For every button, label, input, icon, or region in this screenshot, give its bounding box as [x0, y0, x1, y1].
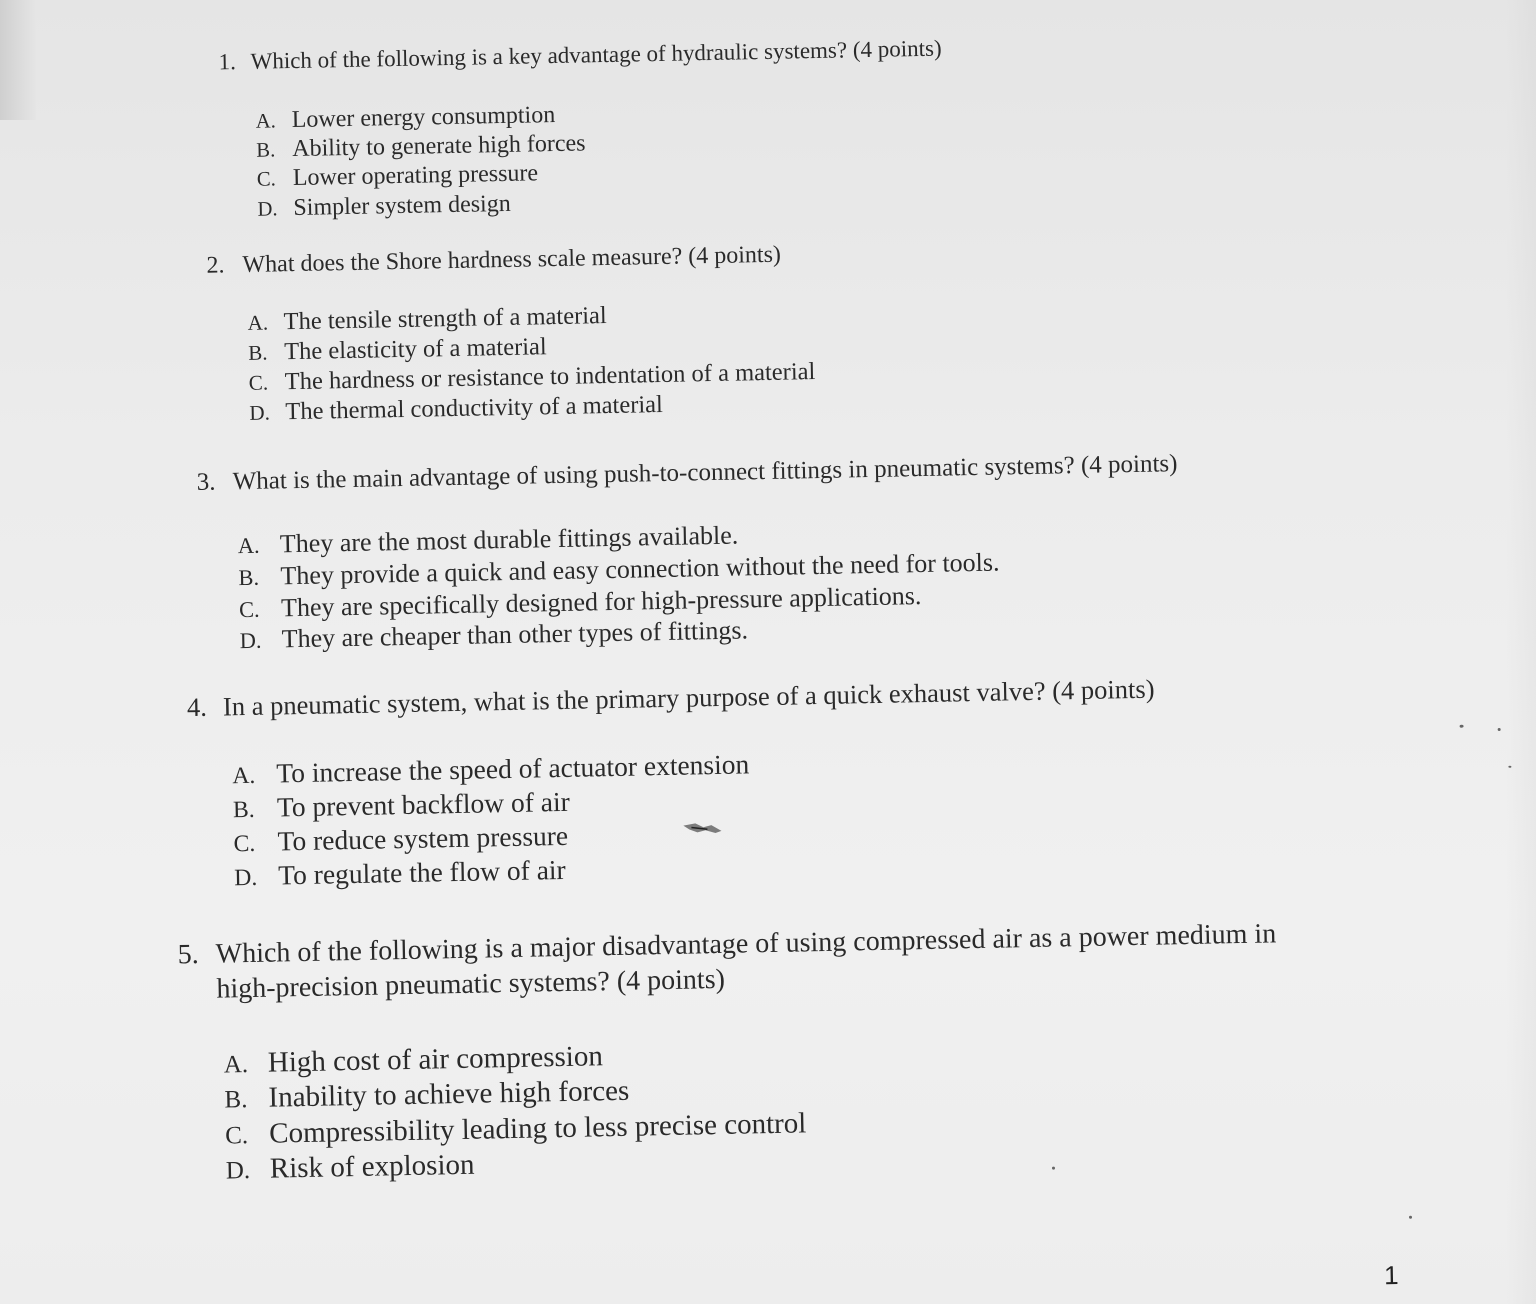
- question-5-text-line1: Which of the following is a major disadvantage of using compressed air as a power medium in: [215, 918, 1277, 970]
- paper-speck: [1460, 725, 1464, 728]
- question-5-text-line2: high-precision pneumatic systems? (4 points): [216, 963, 726, 1005]
- question-4-stem: [187, 673, 1155, 725]
- option-letter: C.: [238, 596, 260, 622]
- option-letter: D.: [234, 864, 258, 891]
- option-text: Simpler system design: [293, 190, 511, 221]
- option-text: Lower operating pressure: [292, 160, 539, 192]
- option-text: To reduce system pressure: [277, 819, 569, 857]
- paper-speck: [1409, 1216, 1412, 1219]
- question-2-number: 2.: [206, 252, 225, 279]
- option-letter: A.: [247, 310, 269, 335]
- question-4-number: 4.: [186, 691, 208, 723]
- question-1-number: 1.: [218, 49, 237, 75]
- option-letter: C.: [248, 370, 269, 395]
- paper-speck: [1498, 728, 1501, 731]
- ink-smudge-icon: [681, 817, 727, 840]
- option-letter: B.: [224, 1086, 248, 1114]
- option-text: To regulate the flow of air: [277, 853, 566, 891]
- option-text: High cost of air compression: [267, 1040, 604, 1079]
- question-4-options: [232, 740, 1158, 893]
- question-3-text: What is the main advantage of using push-to-connect fittings in pneumatic systems? (4 points): [232, 450, 1178, 496]
- paper-speck: [1052, 1167, 1055, 1170]
- option-letter: A.: [255, 110, 277, 133]
- option-letter: A.: [223, 1051, 249, 1079]
- option-letter: D.: [249, 400, 271, 425]
- option-text: Ability to generate high forces: [292, 130, 586, 163]
- option-text: Risk of explosion: [269, 1148, 475, 1185]
- option-letter: D.: [239, 628, 262, 654]
- option-letter: C.: [224, 1121, 249, 1150]
- option-text: The thermal conductivity of a material: [285, 390, 664, 425]
- question-3-stem: [196, 448, 1177, 498]
- question-1-text: Which of the following is a key advantage of hydraulic systems? (4 points): [250, 35, 942, 74]
- option-text: The tensile strength of a material: [283, 302, 607, 336]
- question-1: [218, 35, 944, 225]
- option-letter: D.: [257, 197, 278, 221]
- question-2-text: What does the Shore hardness scale measure? (4 points): [242, 241, 782, 279]
- option-text: Lower energy consumption: [291, 101, 556, 133]
- question-2-options: [247, 297, 816, 427]
- option-letter: D.: [225, 1157, 251, 1185]
- question-4: [187, 673, 1158, 894]
- question-1-stem: [218, 35, 942, 78]
- paper-speck: [1508, 766, 1511, 768]
- option-letter: B.: [256, 139, 276, 162]
- question-5-options: [224, 1026, 1281, 1188]
- option-text: They are cheaper than other types of fittings.: [281, 615, 749, 654]
- option-text: Compressibility leading to less precise control: [268, 1107, 807, 1150]
- question-5: [177, 916, 1280, 1189]
- question-3-options: [238, 511, 1181, 656]
- question-3-number: 3.: [196, 468, 216, 496]
- option-letter: C.: [256, 168, 277, 192]
- page-number: 1: [1383, 1260, 1399, 1291]
- option-text: Inability to achieve high forces: [268, 1075, 630, 1115]
- option-letter: C.: [233, 830, 256, 858]
- option-text: The elasticity of a material: [283, 333, 547, 366]
- option-text: To prevent backflow of air: [276, 785, 570, 823]
- question-4-text: In a pneumatic system, what is the primary purpose of a quick exhaust valve? (4 points): [222, 673, 1155, 722]
- question-1-options: [255, 93, 944, 223]
- option-text: To increase the speed of actuator extension: [275, 748, 750, 789]
- option-text: They provide a quick and easy connection without the need for tools.: [280, 547, 1000, 591]
- question-2-stem: [206, 239, 813, 281]
- option-text: They are the most durable fittings available.: [279, 520, 739, 559]
- option-text: They are specifically designed for high-pressure applications.: [280, 580, 922, 623]
- option-letter: B.: [247, 340, 268, 365]
- question-3: [196, 448, 1180, 657]
- question-2: [206, 239, 816, 428]
- option-letter: A.: [232, 762, 256, 790]
- question-5-number: 5.: [177, 938, 200, 971]
- option-text: The hardness or resistance to indentation of a material: [284, 357, 816, 395]
- option-letter: B.: [238, 564, 260, 591]
- option-letter: B.: [232, 796, 255, 824]
- option-letter: A.: [237, 532, 260, 559]
